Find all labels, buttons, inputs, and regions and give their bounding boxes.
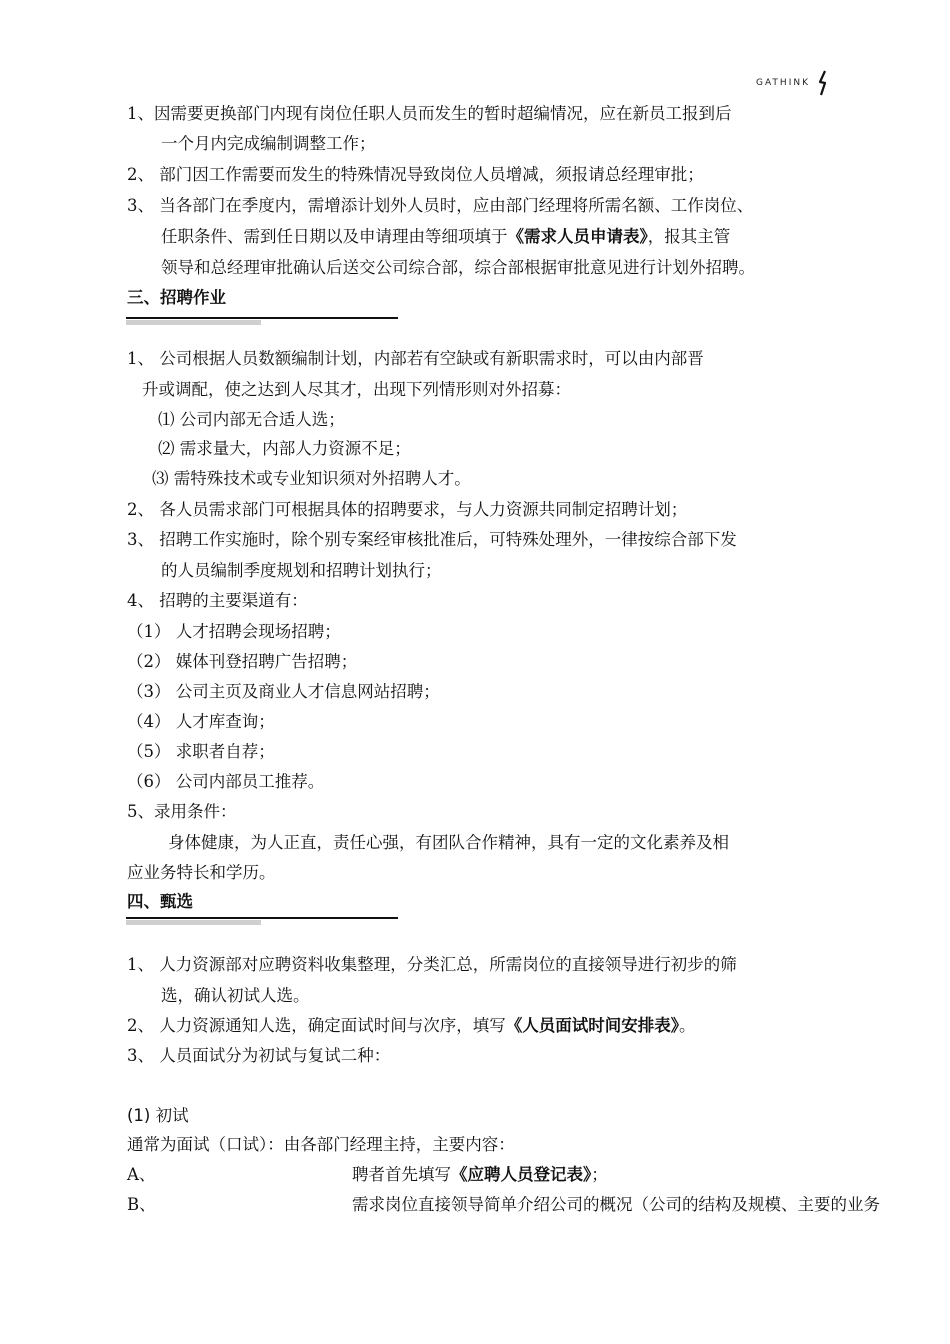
list-item: （2） 媒体刊登招聘广告招聘； [127, 652, 358, 671]
list-item: ⑵ 需求量大，内部人力资源不足； [158, 439, 411, 458]
paragraph-line: 一个月内完成编制调整工作； [161, 134, 376, 153]
text-segment: 。 [679, 1016, 696, 1035]
form-name-demand-request: 《需求人员申请表》 [507, 227, 648, 246]
paragraph-line: 1、 人力资源部对应聘资料收集整理，分类汇总，所需岗位的直接领导进行初步的筛 [127, 955, 737, 974]
list-item: ⑶ 需特殊技术或专业知识须对外招聘人才。 [152, 469, 471, 488]
paragraph-line: 5、录用条件： [127, 802, 237, 821]
paragraph-line: 的人员编制季度规划和招聘计划执行； [161, 561, 442, 580]
paragraph-line: 身体健康，为人正直，责任心强，有团队合作精神，具有一定的文化素养及相 [168, 833, 729, 852]
item-text [352, 1165, 608, 1185]
paragraph-line: 2、 各人员需求部门可根据具体的招聘要求，与人力资源共同制定招聘计划； [127, 500, 688, 519]
paragraph-line: 通常为面试（口试）：由各部门经理主持，主要内容： [127, 1135, 515, 1154]
section-heading-selection: 四、甄选 [127, 892, 193, 911]
paragraph-line: 领导和总经理审批确认后送交公司综合部，综合部根据审批意见进行计划外招聘。 [161, 258, 755, 277]
list-item: （6） 公司内部员工推荐。 [127, 772, 325, 791]
text-segment: 任职条件、需到任日期以及申请理由等细项填于 [161, 227, 508, 246]
paragraph-line: 选，确认初试人选。 [161, 986, 310, 1005]
logo-mark-icon [816, 70, 830, 96]
paragraph-line: 升或调配，使之达到人尽其才，出现下列情形则对外招募： [142, 380, 571, 399]
paragraph-line: 2、 部门因工作需要而发生的特殊情况导致岗位人员增减，须报请总经理审批； [127, 165, 704, 184]
paragraph-line [127, 1016, 696, 1036]
form-name-applicant-registration: 《应聘人员登记表》 [451, 1165, 592, 1184]
text-segment: 2、 人力资源通知人选，确定面试时间与次序，填写 [127, 1016, 506, 1035]
list-item: （3） 公司主页及商业人才信息网站招聘； [127, 682, 440, 701]
paragraph-line: 1、 公司根据人员数额编制计划，内部若有空缺或有新职需求时，可以由内部晋 [127, 349, 704, 368]
list-item: （1） 人才招聘会现场招聘； [127, 622, 341, 641]
company-logo [756, 70, 830, 96]
paragraph-line: 3、 招聘工作实施时，除个别专案经审核批准后，可特殊处理外，一律按综合部下发 [127, 530, 737, 549]
form-name-interview-schedule: 《人员面试时间安排表》 [505, 1016, 679, 1035]
subheading-first-interview: (1) 初试 [127, 1106, 189, 1125]
lettered-item [127, 1195, 880, 1215]
paragraph-line: 1、因需要更换部门内现有岗位任职人员而发生的暂时超编情况，应在新员工报到后 [127, 104, 732, 123]
section-heading-recruitment: 三、招聘作业 [127, 288, 226, 307]
list-item: ⑴ 公司内部无合适人选； [158, 410, 345, 429]
paragraph-line: 4、 招聘的主要渠道有： [127, 591, 308, 610]
item-text: 需求岗位直接领导简单介绍公司的概况（公司的结构及规模、主要的业务 [352, 1195, 880, 1214]
paragraph-line: 3、 当各部门在季度内，需增添计划外人员时，应由部门经理将所需名额、工作岗位、 [127, 196, 754, 215]
lettered-item [127, 1165, 827, 1185]
logo-text: GATHINK [756, 78, 810, 88]
paragraph-line: 3、 人员面试分为初试与复试二种： [127, 1046, 391, 1065]
text-segment: 聘者首先填写 [352, 1165, 451, 1184]
text-segment: ，报其主管 [647, 227, 731, 246]
item-label: A、 [127, 1165, 156, 1184]
paragraph-line [161, 227, 730, 247]
list-item: （4） 人才库查询； [127, 712, 275, 731]
item-label: B、 [127, 1195, 156, 1214]
paragraph-line: 应业务特长和学历。 [127, 863, 276, 882]
text-segment: ； [591, 1165, 608, 1184]
list-item: （5） 求职者自荐； [127, 742, 275, 761]
